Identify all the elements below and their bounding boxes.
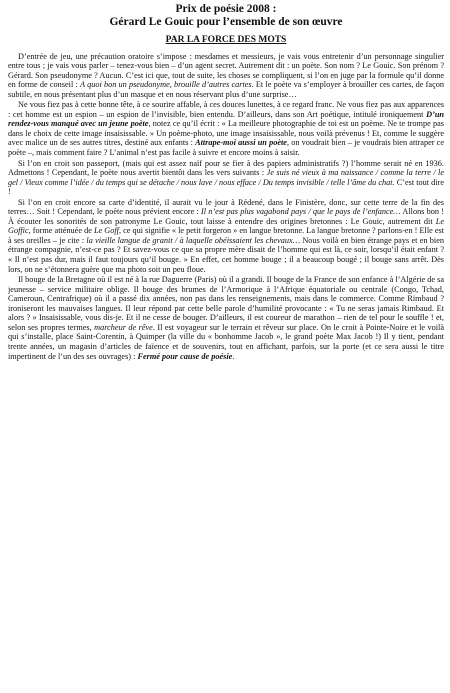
text-run: C’est tout dire !	[8, 177, 444, 197]
emphasized-text: Le Goff	[93, 226, 119, 236]
text-run: . Et le poète va s’employer à brouiller ces cartes, de façon subtile, en nous présentant plus d’un masque et en nous réservant plus d’une surprise…	[8, 80, 444, 99]
emphasized-text: D’un rendez-vous manqué avec un jeune poète	[8, 109, 444, 129]
emphasized-text: Le Goffic	[8, 216, 444, 236]
paragraph	[8, 52, 444, 100]
text-run: , ce qui signifie « le petit forgeron » en langue bretonne. La langue bretonne ? parlons-en ! Elle est à ses oreilles – je cite :	[8, 226, 444, 245]
title-line-2: Gérard Le Gouic pour l’ensemble de son œuvre	[109, 16, 343, 28]
paragraph	[8, 275, 444, 361]
section-heading: PAR LA FORCE DES MOTS	[165, 35, 287, 45]
emphasized-text: Attrape-moi aussi un poète	[195, 138, 287, 148]
text-run: Nous voilà en bien étrange pays et en bien étrange compagnie, n’est-ce pas ? Et savez-vous ce que sa propre mère disait de l’homme qui est là, ce soir, lorsqu’il était enfant ? « Il n’est pas dur, mais il faut toujours qu’il bouge. » En effet, cet homme bouge ; il a beaucoup bougé ; il bouge sans arrêt. Dès lors, on ne s’étonnera guère que ma photo soit un peu floue.	[8, 235, 444, 274]
text-run: Allons bon ! À écouter les sonorités de son patronyme Le Gouic, tout laisse à entendre des origines bretonnes : Le Gouic, autrement dit	[8, 207, 444, 226]
text-run: Si l’on en croit encore sa carte d’identité, il aurait vu le jour à Rédené, dans le Finistère, donc, sur cette terre de la fin des terres… Soit ! Cependant, le poète nous prévient encore :	[8, 197, 444, 217]
body-text	[8, 52, 444, 362]
emphasized-text: la vieille langue de granit / à laquelle obéissaient les chevaux…	[86, 235, 301, 245]
text-run: Ne vous fiez pas à cette bonne tête, à ce sourire affable, à ces douces lunettes, à ce regard franc. Ne vous fiez pas aux apparences : cet homme est un espion – un espion de l’invisible, bien entendu. D’ailleurs, dans son Art poétique, intitulé ironiquement	[8, 100, 444, 119]
text-run: , forme atténuée de	[28, 226, 94, 236]
text-run: , notez ce qu’il écrit : « La meilleure photographie de toi est un poème. Ne te trompe pas dans le choix de cette image insaisissable. » Un poème-photo, une image insaisissable, nous voilà prévenus ! Et, comme le suggère avec malice un de ses autres titres, destiné aux enfants :	[8, 119, 444, 148]
emphasized-text: Il n’est pas plus vagabond pays / que le pays de l’enfance…	[201, 207, 401, 217]
title-line-1: Prix de poésie 2008 :	[175, 3, 277, 15]
text-run: , on voudrait bien – je voudrais bien attraper ce poète –, mais comment faire ? L’animal n’est pas facile à suivre et encore moins à saisir.	[8, 138, 444, 158]
document-page	[8, 3, 444, 687]
paragraph	[8, 100, 444, 157]
text-run: .	[232, 351, 235, 361]
emphasized-text: Je suis né vieux à ma naissance / comme la terre / le gel / Vieux comme l’idée / du temps qui se détache / nous lave / nous efface / Du temps invisible / telle l’âme du chat.	[8, 168, 444, 187]
emphasized-text: Fermé pour cause de poésie	[137, 351, 233, 361]
text-run: . Il est voyageur sur le terrain et rêveur sur place. On le croit à Pointe-Noire et le voilà qui s’installe, place Saint-Corentin, à Quimper (la ville du « bonhomme Jacob », le grand poète Max Jacob !) Il y tient, pendant trente années, un magasin d’articles de faïence et de souvenirs, tout en affichant, parfois, sur la porte (et ce sera aussi le titre impertinent de l’un des ses ouvrages) :	[8, 322, 444, 361]
paragraph	[8, 159, 444, 197]
paragraph	[8, 198, 444, 274]
emphasized-text: marcheur de rêve	[94, 322, 153, 332]
text-run: Si l’on en croit son passeport, (mais qui est assez naïf pour se fier à des papiers administratifs ?) l’homme serait né en 1936. Admettons ! Cependant, le poète nous avertit bientôt dans les vers suivants :	[8, 158, 444, 178]
emphasized-text: A quoi bon un pseudonyme, brouille d’autres cartes	[79, 80, 252, 90]
text-run: Il bouge de la Bretagne où il est né à la rue Daguerre (Paris) où il a grandi. Il bouge de la France de son enfance à l’Algérie de sa jeunesse – service militaire oblige. Il bouge des brumes de l’Armorique à l’Afrique équatoriale ou centrale (Congo, Tchad, Cameroun, Centrafrique) où il a passé dix années, non pas dans les renseignements, mais dans le commerce. Comme Rimbaud ? ironiseront les mauvaises langues. Il leur répond par cette belle parole d’humilité provocante : « Tu ne seras jamais Rimbaud. Et alors ? » Insaisissable, vous dis-je. Et il ne cesse de bouger. D’ailleurs, il est coureur de marathon – rien de tel pour le souffle ! et, selon ses propres termes,	[8, 275, 444, 332]
text-run: D’entrée de jeu, une précaution oratoire s’impose : mesdames et messieurs, je vais vous entretenir d’un personnage singulier entre tous ; je vais vous parler – tenez-vous bien – d’un agent secret. Autrement dit : un poète. Son nom ? Le Gouic. Son prénom ? Gérard. Son pseudonyme ? Aucun. C’est ici que, tout de suite, les choses se compliquent, si l’on en juge par la formule qu’il donne en forme de conseil :	[8, 51, 444, 90]
